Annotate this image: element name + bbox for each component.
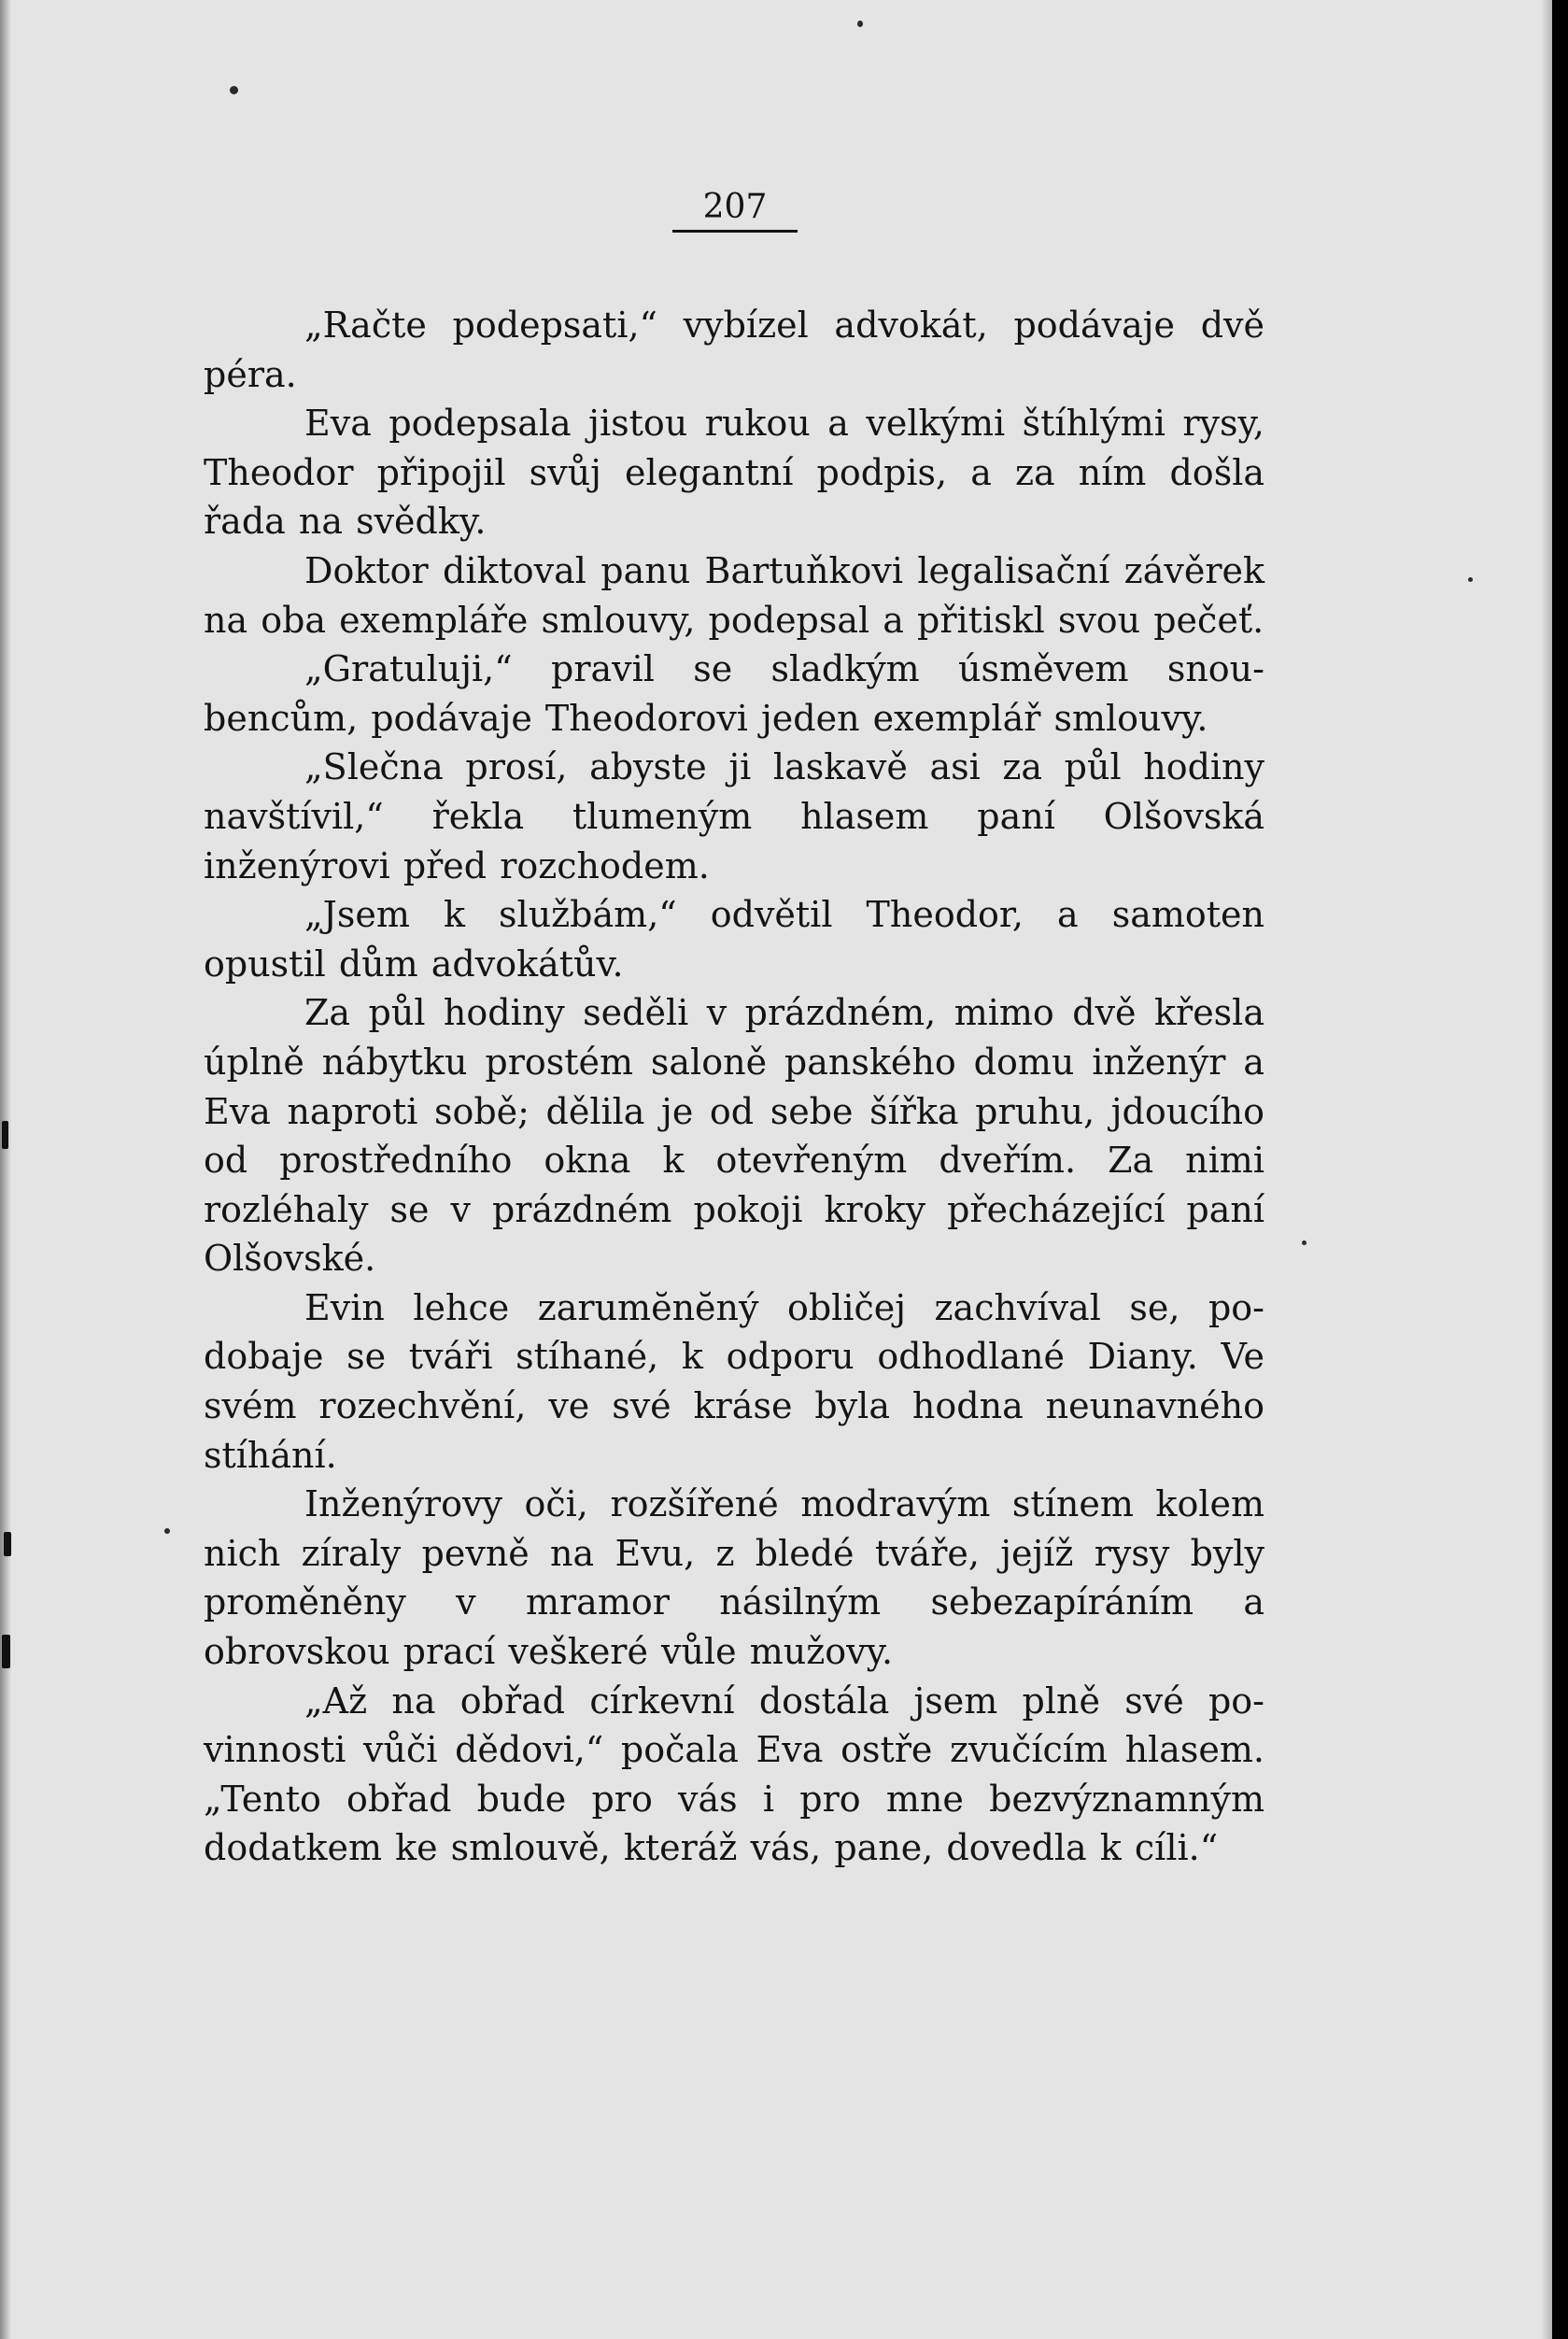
speck-mark — [1468, 577, 1473, 582]
speck-mark — [4, 1532, 11, 1556]
paragraph: Doktor diktoval panu Bartuňkovi legalisační závěrek na oba exempláře smlouvy, podepsal a přitiskl svou pečeť. — [204, 549, 1264, 641]
speck-mark — [1302, 1240, 1307, 1245]
paragraph: „Račte podepsati,“ vybízel advokát, podávaje dvě péra. — [204, 305, 1264, 395]
page-left-edge-shadow — [0, 0, 11, 2339]
page-number: 207 — [672, 185, 798, 233]
speck-mark — [857, 21, 863, 27]
speck-mark — [2, 1121, 8, 1149]
speck-mark — [230, 86, 238, 94]
paragraph: „Jsem k službám,“ odvětil Theodor, a samoten opustil dům advokátův. — [204, 894, 1264, 985]
paragraph: Za půl hodiny seděli v prázdném, mimo dvě křesla úplně nábytku prostém saloně panského domu inženýr a Eva naproti sobě; dělila je od sebe šířka pruhu, jdoucího od prostředního okna k otevřeným dveřím. Za nimi rozléhaly se v prázdném pokoji kroky přecházející paní Olšovské. — [204, 992, 1264, 1280]
speck-mark — [164, 1528, 170, 1534]
paragraph: „Gratuluji,“ pravil se sladkým úsměvem snoubencům, podávaje Theodorovi jeden exemplář smlouvy. — [204, 648, 1264, 739]
paragraph: „Slečna prosí, abyste ji laskavě asi za půl hodiny navštívil,“ řekla tlumeným hlasem paní Olšovská inženýrovi před rozchodem. — [204, 746, 1264, 886]
paragraph: Evin lehce zarumĕnĕný obličej zachvíval se, podobaje se tváři stíhané, k odporu odhodlané Diany. Ve svém rozechvění, ve své kráse byla hodna neunavného stíhání. — [204, 1286, 1264, 1476]
page-right-edge-shadow — [1541, 0, 1552, 2339]
speck-mark — [2, 1635, 10, 1668]
paragraph: Eva podepsala jistou rukou a velkými štíhlými rysy, Theodor připojil svůj elegantní podpis, a za ním došla řada na svědky. — [204, 403, 1264, 543]
paragraph: „Až na obřad církevní dostála jsem plně své povinnosti vůči dědovi,“ počala Eva ostře zvučícím hlasem. „Tento obřad bude pro vás i pro mne bezvýznamným dodatkem ke smlouvě, kteráž vás, pane, dovedla k cíli.“ — [204, 1680, 1264, 1869]
paragraph: Inženýrovy oči, rozšířené modravým stínem kolem nich zíraly pevně na Evu, z bledé tváře, jejíž rysy byly proměněny v mramor násilným sebezapíráním a obrovskou prací veškeré vůle mužovy. — [204, 1483, 1264, 1673]
body-text — [204, 301, 1264, 1873]
